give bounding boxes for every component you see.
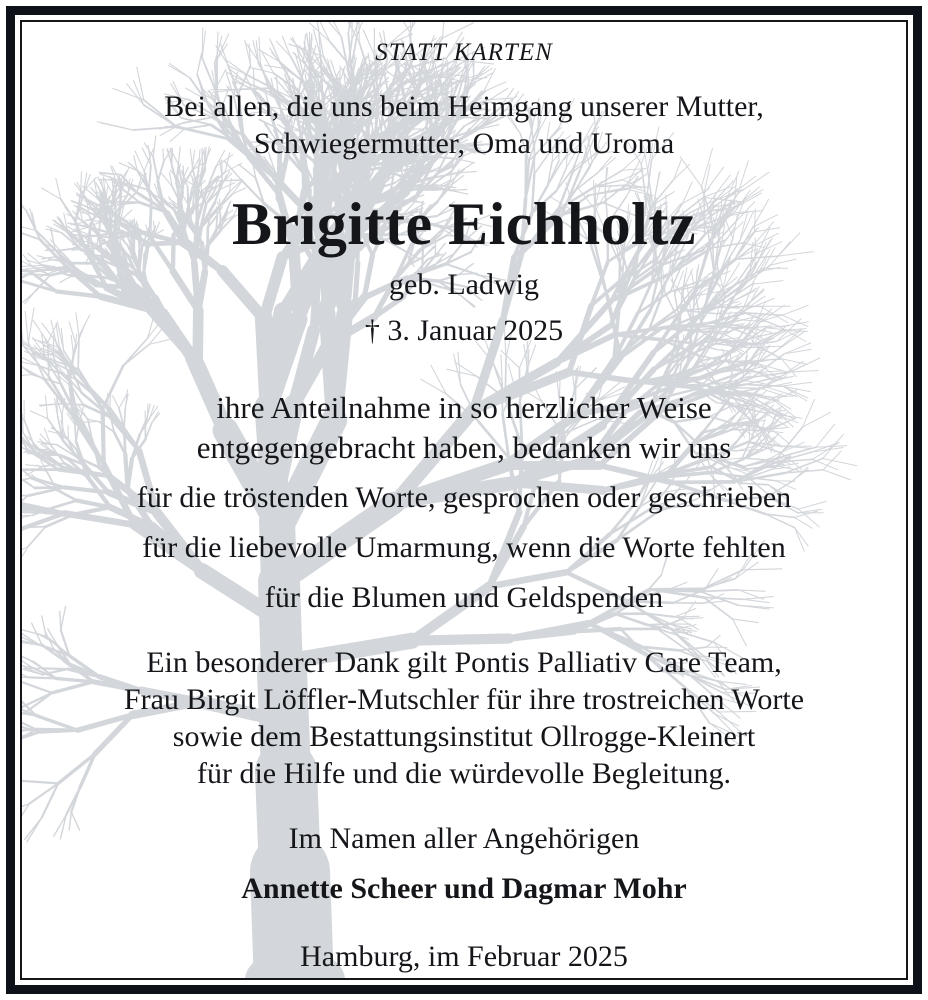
thanks-paragraph <box>22 388 906 468</box>
place-and-date: Hamburg, im Februar 2025 <box>300 940 628 973</box>
death-date: † 3. Januar 2025 <box>364 314 564 347</box>
intro-line-1: Bei allen, die uns beim Heimgang unserer Mutter, <box>164 90 764 123</box>
inner-frame <box>20 20 908 980</box>
deceased-name: Brigitte Eichholtz <box>232 191 696 257</box>
intro-line-2: Schwiegermutter, Oma und Uroma <box>253 127 675 160</box>
special-line-4: für die Hilfe und die würdevolle Begleitung. <box>196 757 732 790</box>
intro-paragraph <box>22 88 906 162</box>
kicker-statt-karten: STATT KARTEN <box>375 39 553 66</box>
special-thanks-paragraph <box>22 644 906 792</box>
family-names: Annette Scheer und Dagmar Mohr <box>241 872 687 905</box>
closing-line: Im Namen aller Angehörigen <box>288 822 640 855</box>
special-line-3: sowie dem Bestattungsinstitut Ollrogge-Kleinert <box>172 720 756 753</box>
outer-frame <box>6 6 922 994</box>
thanks-reasons <box>22 480 906 616</box>
reason-embrace: für die liebevolle Umarmung, wenn die Worte fehlten <box>142 531 786 564</box>
thanks-line-1: ihre Anteilnahme in so herzlicher Weise <box>216 390 712 425</box>
notice-content <box>22 22 906 978</box>
special-line-1: Ein besonderer Dank gilt Pontis Palliativ Care Team, <box>146 646 782 679</box>
thanks-line-2: entgegengebracht haben, bedanken wir uns <box>196 430 732 465</box>
maiden-name: geb. Ladwig <box>389 268 539 301</box>
reason-flowers: für die Blumen und Geldspenden <box>264 581 664 614</box>
reason-words: für die tröstenden Worte, gesprochen oder geschrieben <box>136 481 792 514</box>
special-line-2: Frau Birgit Löffler-Mutschler für ihre trostreichen Worte <box>123 683 805 716</box>
